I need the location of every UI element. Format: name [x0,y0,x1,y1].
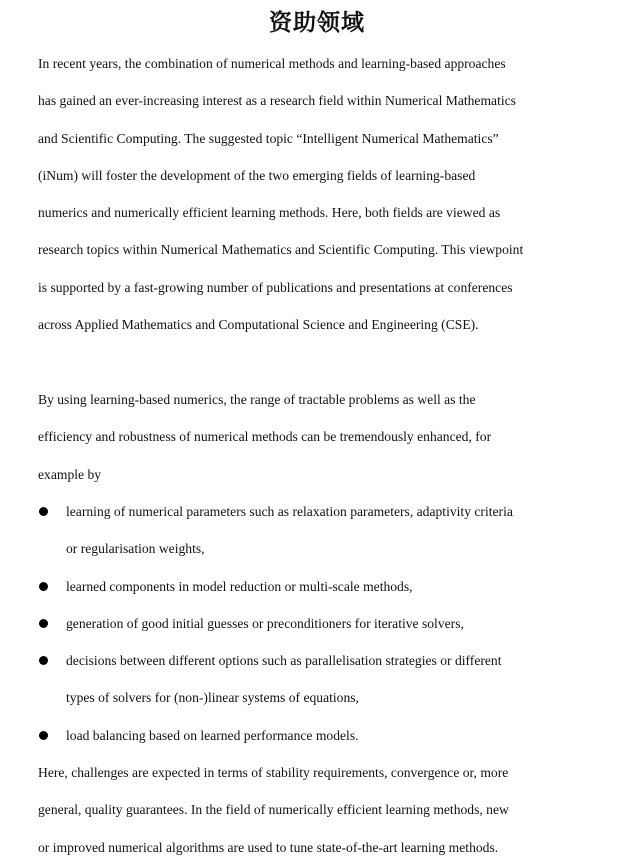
list-item [38,568,594,605]
text-line: learning of numerical parameters such as relaxation parameters, adaptivity criteria [66,504,513,519]
text-line: across Applied Mathematics and Computational Science and Engineering (CSE). [38,317,479,333]
text-line: decisions between different options such as parallelisation strategies or different [66,653,502,669]
page-title: 资助领域 [269,9,365,36]
paragraph-learning-based-numerics [38,381,594,493]
paragraph-intro [38,45,594,343]
bullet-icon [39,619,48,628]
list-item [38,493,594,568]
bullet-icon [39,656,48,665]
text-line: general, quality guarantees. In the field of numerically efficient learning methods, new [38,802,509,818]
text-line: efficiency and robustness of numerical methods can be tremendously enhanced, for [38,429,492,445]
text-line: example by [38,466,102,482]
list-item [38,642,594,717]
text-line: and Scientific Computing. The suggested topic “Intelligent Numerical Mathematics” [38,130,499,146]
text-line: Here, challenges are expected in terms of stability requirements, convergence or, more [38,765,509,780]
text-line: is supported by a fast-growing number of publications and presentations at conferences [38,279,513,295]
text-line: load balancing based on learned performance models. [66,727,359,743]
bullet-icon [39,731,48,740]
text-line: numerics and numerically efficient learning methods. Here, both fields are viewed as [38,205,501,221]
bullet-icon [39,507,48,516]
text-line: or regularisation weights, [66,541,205,557]
text-line: In recent years, the combination of numerical methods and learning-based approaches [38,56,506,71]
bullet-list [38,493,594,754]
paragraph-challenges [38,754,594,866]
text-line: learned components in model reduction or multi-scale methods, [66,578,413,594]
list-item [38,605,594,642]
text-line: generation of good initial guesses or preconditioners for iterative solvers, [66,615,464,631]
text-line: types of solvers for (non-)linear systems of equations, [66,690,359,706]
text-line: (iNum) will foster the development of the two emerging fields of learning-based [38,167,476,183]
text-line: By using learning-based numerics, the range of tractable problems as well as the [38,392,476,407]
list-item [38,717,594,754]
bullet-icon [39,582,48,591]
text-line: or improved numerical algorithms are used to tune state-of-the-art learning methods. [38,839,499,855]
text-line: research topics within Numerical Mathematics and Scientific Computing. This viewpoint [38,242,524,258]
text-line: has gained an ever-increasing interest as a research field within Numerical Mathematics [38,93,516,109]
